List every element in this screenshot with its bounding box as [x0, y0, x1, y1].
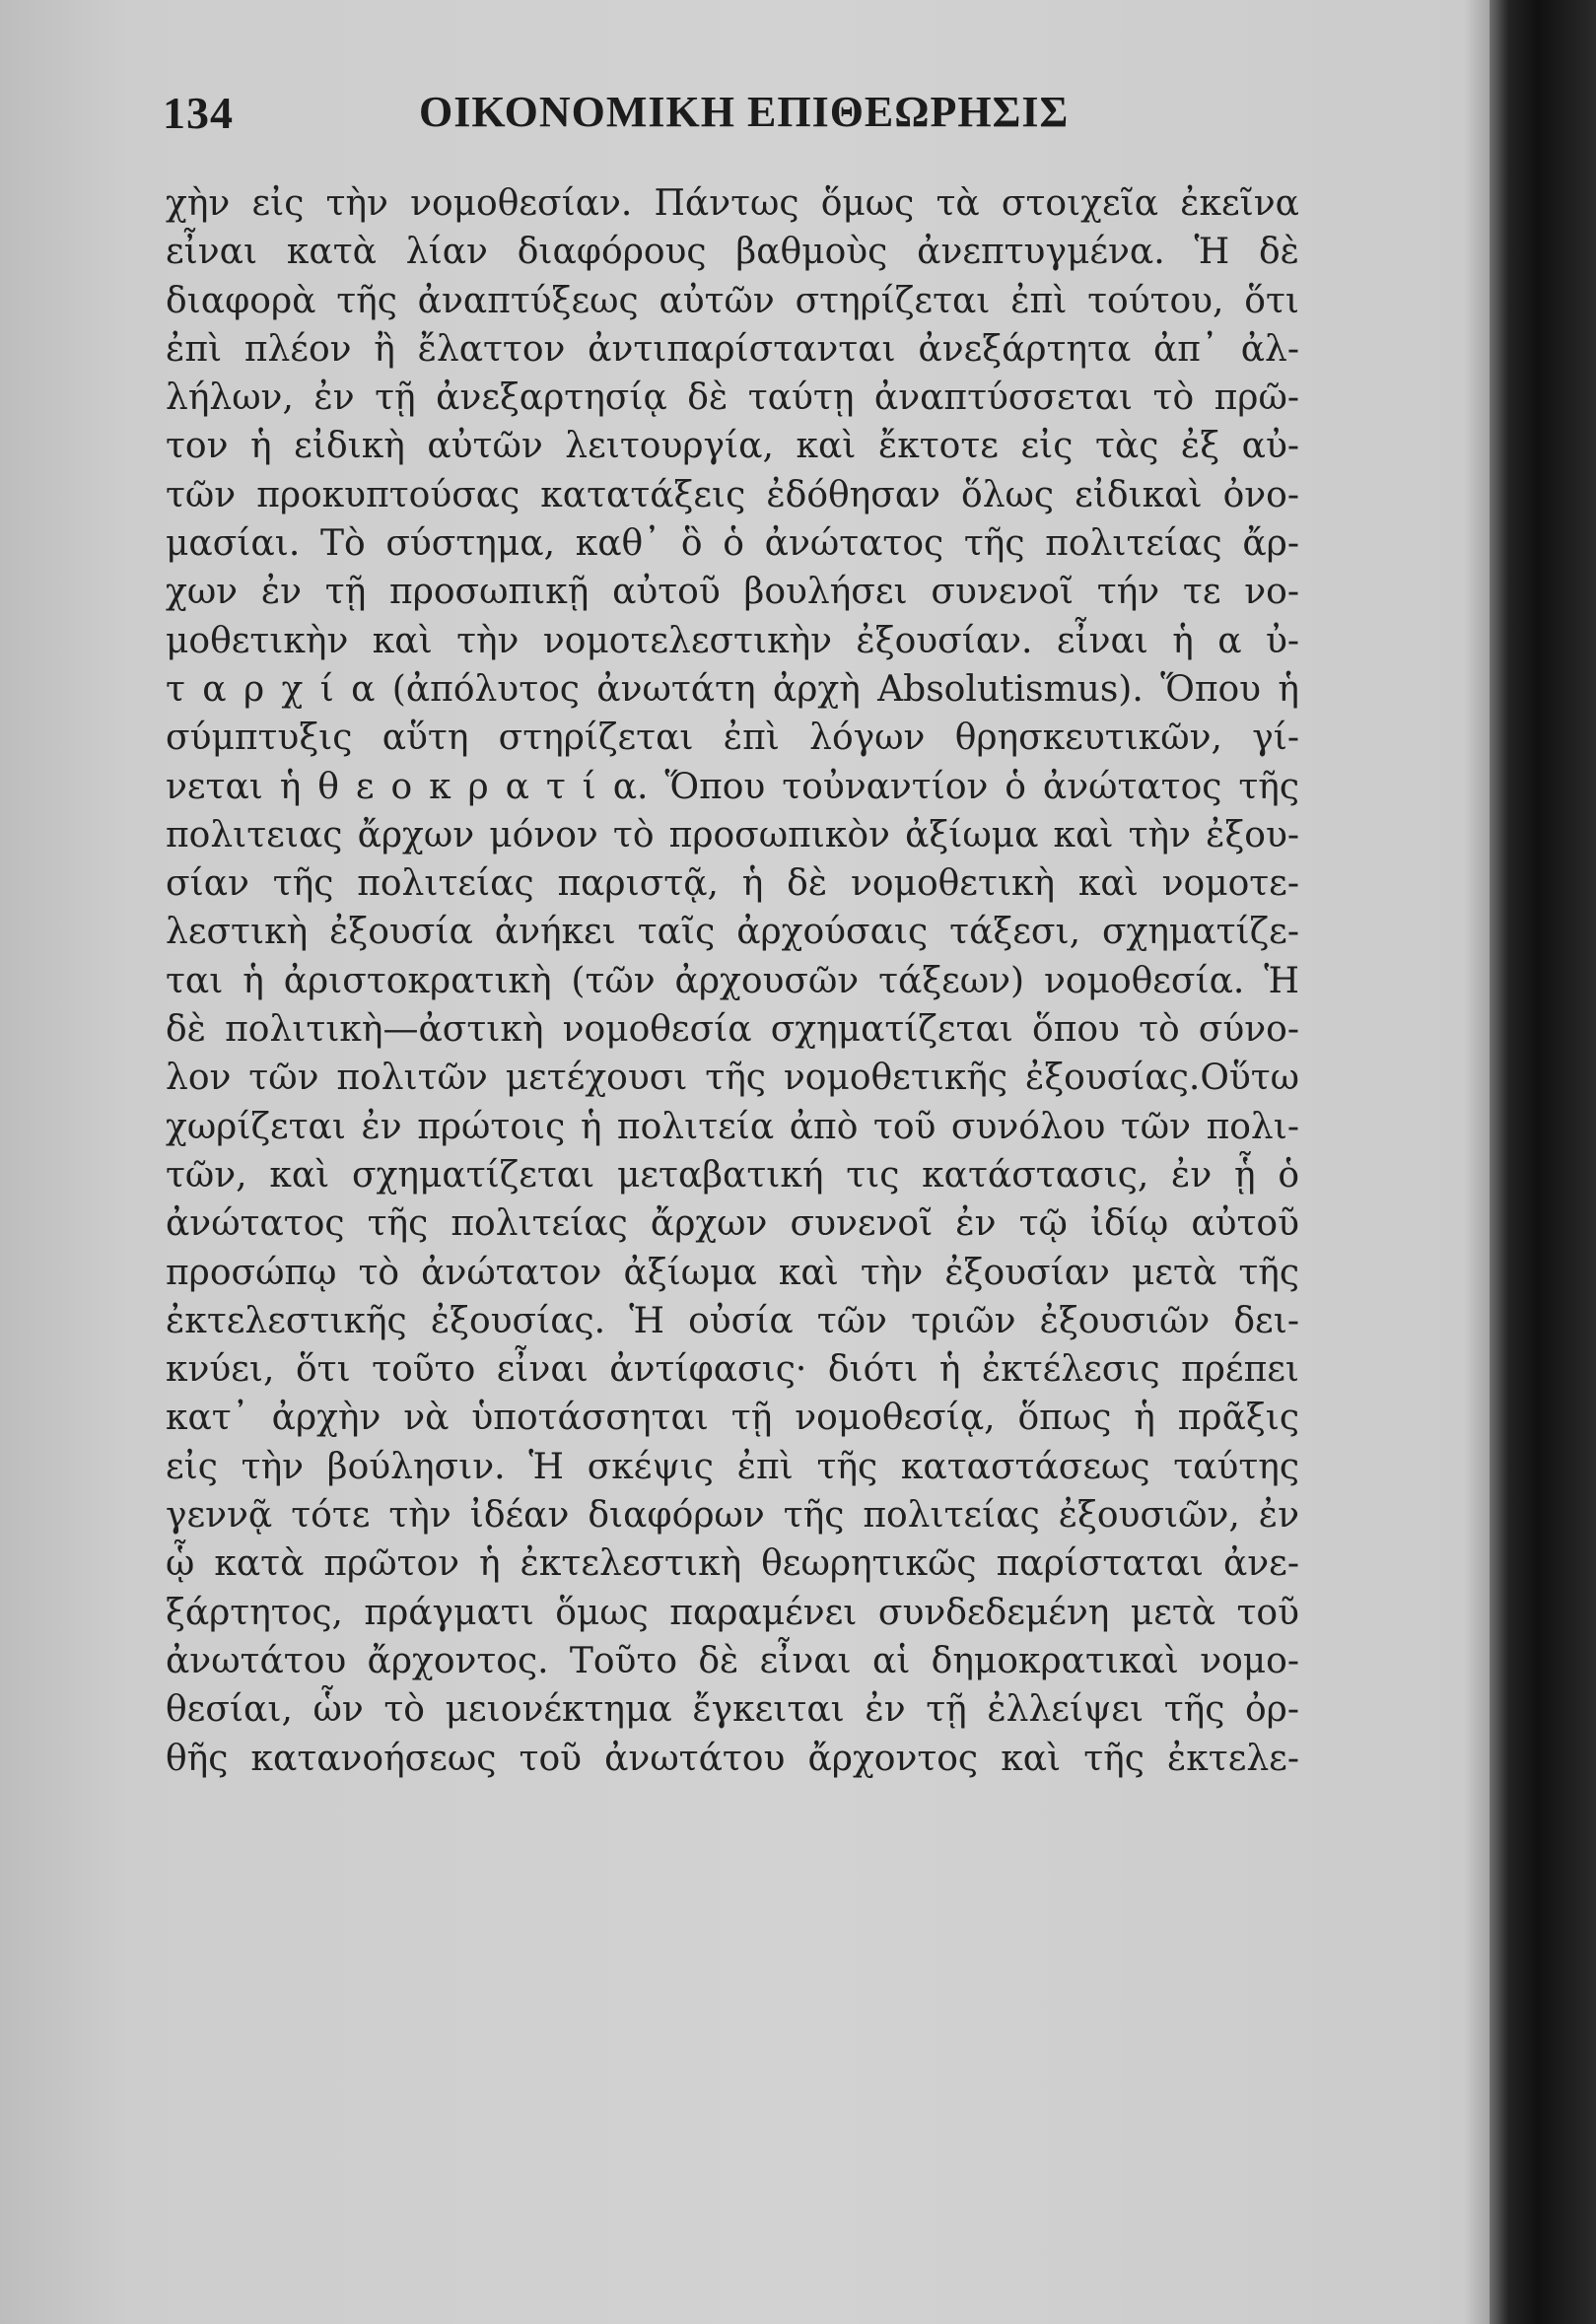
text-line: λήλων, ἐν τῇ ἀνεξαρτησίᾳ δὲ ταύτῃ ἀναπτύσσεται τὸ πρῶ- — [166, 377, 1299, 419]
text-line: ἐπὶ πλέον ἢ ἔλαττον ἀντιπαρίστανται ἀνεξάρτητα ἀπ᾽ ἀλ- — [166, 328, 1299, 370]
page-dark-edge — [1490, 0, 1596, 2324]
text-line: θεσίαι, ὧν τὸ μειονέκτημα ἔγκειται ἐν τῇ ἐλλείψει τῆς ὀρ- — [166, 1689, 1299, 1731]
text-line: προσώπῳ τὸ ἀνώτατον ἀξίωμα καὶ τὴν ἐξουσίαν μετὰ τῆς — [166, 1252, 1299, 1293]
text-line: λον τῶν πολιτῶν μετέχουσι τῆς νομοθετικῆς ἐξουσίας.Οὕτω — [166, 1058, 1299, 1099]
text-line: λεστικὴ ἐξουσία ἀνήκει ταῖς ἀρχούσαις τάξεσι, σχηματίζε- — [166, 912, 1299, 953]
text-line: σίαν τῆς πολιτείας παριστᾷ, ἡ δὲ νομοθετικὴ καὶ νομοτε- — [166, 863, 1299, 905]
text-line: κνύει, ὅτι τοῦτο εἶναι ἀντίφασις· διότι ἡ ἐκτέλεσις πρέπει — [166, 1349, 1299, 1391]
text-line: ἀνωτάτου ἄρχοντος. Τοῦτο δὲ εἶναι αἱ δημοκρατικαὶ νομο- — [166, 1640, 1299, 1681]
text-line: μοθετικὴν καὶ τὴν νομοτελεστικὴν ἐξουσίαν. εἶναι ἡ α ὐ- — [166, 620, 1299, 661]
text-line: ἀνώτατος τῆς πολιτείας ἄρχων συνενοῖ ἐν τῷ ἰδίῳ αὐτοῦ — [166, 1203, 1299, 1245]
text-line: χωρίζεται ἐν πρώτοις ἡ πολιτεία ἀπὸ τοῦ συνόλου τῶν πολι- — [166, 1106, 1299, 1147]
body-text — [166, 179, 1299, 2151]
text-line: εἰς τὴν βούλησιν. Ἡ σκέψις ἐπὶ τῆς καταστάσεως ταύτης — [166, 1446, 1299, 1487]
text-line: τῶν προκυπτούσας κατατάξεις ἐδόθησαν ὅλως εἰδικαὶ ὀνο- — [166, 474, 1299, 515]
page-gutter-shadow — [1464, 0, 1490, 2324]
text-line: ξάρτητος, πράγματι ὅμως παραμένει συνδεδεμένη μετὰ τοῦ — [166, 1592, 1299, 1633]
text-line: ται ἡ ἀριστοκρατικὴ (τῶν ἀρχουσῶν τάξεων) νομοθεσία. Ἡ — [166, 960, 1299, 1001]
text-line: μασίαι. Τὸ σύστημα, καθ᾽ ὃ ὁ ἀνώτατος τῆς πολιτείας ἄρ- — [166, 523, 1299, 565]
text-line: εἶναι κατὰ λίαν διαφόρους βαθμοὺς ἀνεπτυγμένα. Ἡ δὲ — [166, 232, 1299, 273]
text-line: ἐκτελεστικῆς ἐξουσίας. Ἡ οὐσία τῶν τριῶν ἐξουσιῶν δει- — [166, 1300, 1299, 1341]
text-line: σύμπτυξις αὕτη στηρίζεται ἐπὶ λόγων θρησκευτικῶν, γί- — [166, 718, 1299, 759]
running-head: ΟΙΚΟΝΟΜΙΚΗ ΕΠΙΘΕΩΡΗΣΙΣ — [419, 88, 1070, 136]
text-line: κατ᾽ ἀρχὴν νὰ ὑποτάσσηται τῇ νομοθεσίᾳ, ὅπως ἡ πρᾶξις — [166, 1398, 1299, 1439]
text-line: χων ἐν τῇ προσωπικῇ αὐτοῦ βουλήσει συνενοῖ τήν τε νο- — [166, 572, 1299, 613]
text-line: διαφορὰ τῆς ἀναπτύξεως αὐτῶν στηρίζεται ἐπὶ τούτου, ὅτι — [166, 280, 1299, 321]
text-line: θῆς κατανοήσεως τοῦ ἀνωτάτου ἄρχοντος καὶ τῆς ἐκτελε- — [166, 1738, 1299, 1779]
text-line: πολιτειας ἄρχων μόνον τὸ προσωπικὸν ἀξίωμα καὶ τὴν ἐξου- — [166, 814, 1299, 855]
text-line: ᾧ κατὰ πρῶτον ἡ ἐκτελεστικὴ θεωρητικῶς παρίσταται ἀνε- — [166, 1543, 1299, 1585]
text-line: δὲ πολιτικὴ—ἀστικὴ νομοθεσία σχηματίζεται ὅπου τὸ σύνο- — [166, 1009, 1299, 1051]
text-line: νεται ἡ θ ε ο κ ρ α τ ί α. Ὅπου τοὐναντίον ὁ ἀνώτατος τῆς — [166, 766, 1299, 807]
text-line: τ α ρ χ ί α (ἀπόλυτος ἀνωτάτη ἀρχὴ Absolutismus). Ὅπου ἡ — [166, 668, 1299, 710]
page-header — [163, 87, 1296, 146]
page-number: 134 — [163, 88, 234, 138]
text-line: τον ἡ εἰδικὴ αὐτῶν λειτουργία, καὶ ἔκτοτε εἰς τὰς ἐξ αὐ- — [166, 426, 1299, 467]
text-line: τῶν, καὶ σχηματίζεται μεταβατική τις κατάστασις, ἐν ᾗ ὁ — [166, 1154, 1299, 1196]
text-line: χὴν εἰς τὴν νομοθεσίαν. Πάντως ὅμως τὰ στοιχεῖα ἐκεῖνα — [166, 183, 1299, 224]
text-line: γεννᾷ τότε τὴν ἰδέαν διαφόρων τῆς πολιτείας ἐξουσιῶν, ἐν — [166, 1495, 1299, 1537]
